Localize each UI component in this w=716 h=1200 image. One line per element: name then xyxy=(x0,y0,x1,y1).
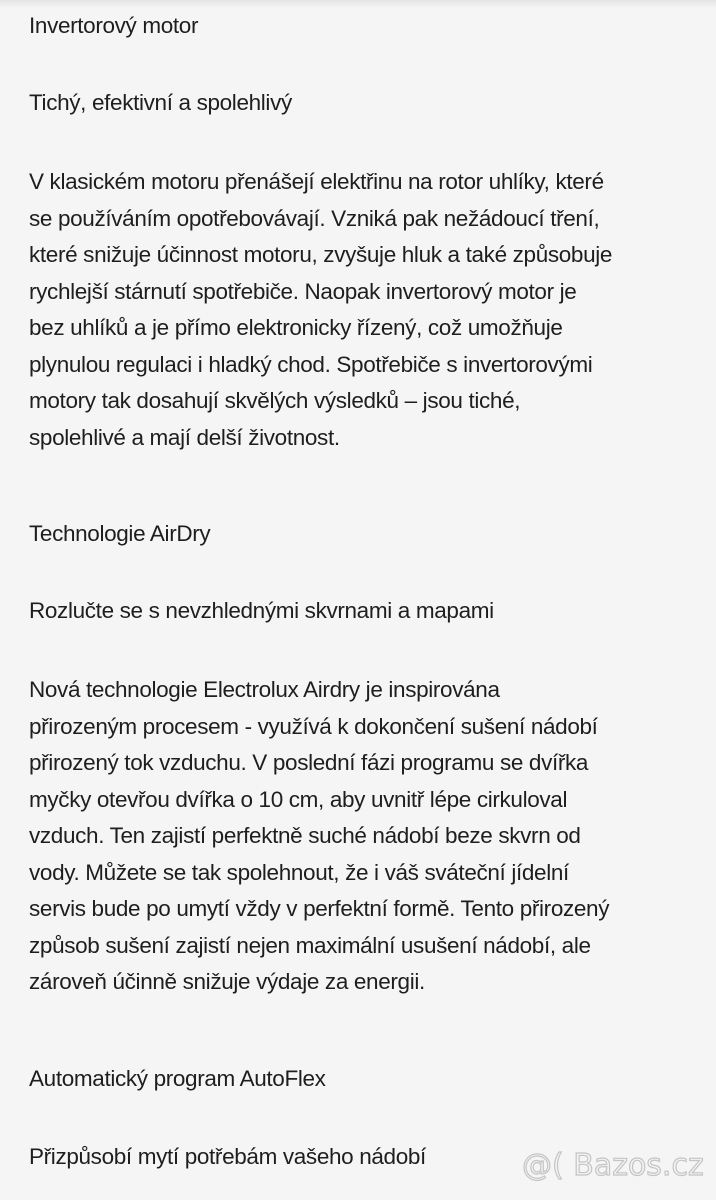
paragraph-line: zároveň účinně snižuje výdaje za energii. xyxy=(29,969,425,994)
section-subheading-autoflex: Přizpůsobí mytí potřebám vašeho nádobí xyxy=(29,1144,426,1169)
paragraph-line: vody. Můžete se tak spolehnout, že i váš sváteční jídelní xyxy=(29,859,569,885)
section-subheading-inverter-motor: Tichý, efektivní a spolehlivý xyxy=(29,90,292,115)
bazos-watermark: @( Bazos.cz xyxy=(522,1148,704,1183)
paragraph-line: plynulou regulaci i hladký chod. Spotřebiče s invertorovými xyxy=(29,351,593,377)
paragraph-line: přirozeným procesem - využívá k dokončení sušení nádobí xyxy=(29,713,598,739)
section-heading-inverter-motor: Invertorový motor xyxy=(29,13,199,38)
paragraph-line: spolehlivé a mají delší životnost. xyxy=(29,424,340,450)
paragraph-line: myčky otevřou dvířka o 10 cm, aby uvnitř lépe cirkuloval xyxy=(29,786,568,812)
paragraph-line: které snižuje účinnost motoru, zvyšuje hluk a také způsobuje xyxy=(29,242,613,267)
section-heading-autoflex: Automatický program AutoFlex xyxy=(29,1066,326,1091)
paragraph-line: rychlejší stárnutí spotřebiče. Naopak invertorový motor je xyxy=(29,278,577,304)
paragraph-line: se používáním opotřebovávají. Vzniká pak nežádoucí tření, xyxy=(29,205,600,231)
paragraph-line: motory tak dosahují skvělých výsledků – jsou tiché, xyxy=(29,388,521,413)
paragraph-line: způsob sušení zajistí nejen maximální usušení nádobí, ale xyxy=(29,932,591,958)
paragraph-line: přirozený tok vzduchu. V poslední fázi programu se dvířka xyxy=(29,750,589,775)
section-heading-airdry: Technologie AirDry xyxy=(29,521,211,546)
section-subheading-airdry: Rozlučte se s nevzhlednými skvrnami a mapami xyxy=(29,598,494,623)
top-shadow xyxy=(0,0,716,8)
paragraph-line: V klasickém motoru přenášejí elektřinu na rotor uhlíky, které xyxy=(29,169,604,194)
paragraph-line: bez uhlíků a je přímo elektronicky řízený, což umožňuje xyxy=(29,315,563,340)
paragraph-line: servis bude po umytí vždy v perfektní formě. Tento přirozený xyxy=(29,896,610,921)
paragraph-line: Nová technologie Electrolux Airdry je inspirována xyxy=(29,677,500,702)
paragraph-line: vzduch. Ten zajistí perfektně suché nádobí beze skvrn od xyxy=(29,823,581,848)
